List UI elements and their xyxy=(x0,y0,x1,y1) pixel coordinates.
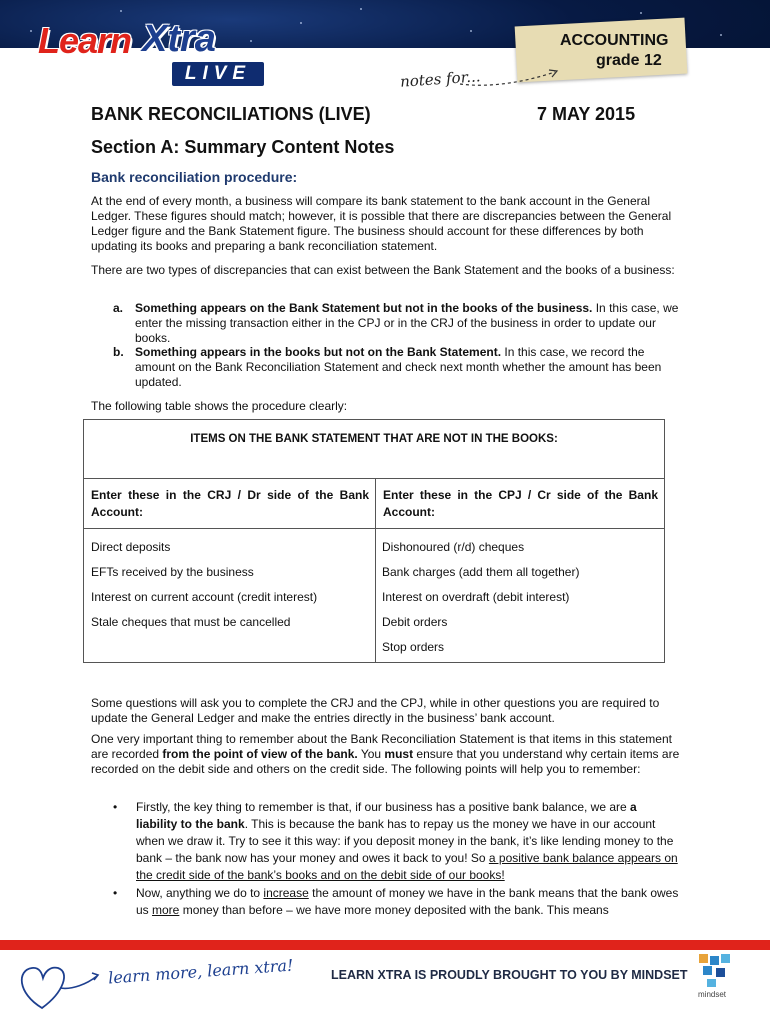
table-cell: EFTs received by the business xyxy=(91,565,254,579)
list-label-a: a. xyxy=(113,301,124,315)
b1-text-2: . This is because the bank has to repay us the money we have in our account when we draw it. Try to see it this way: if you deposit money in the bank, it’s like lending money to the bank – the bank now has your money and owes it back to you! So xyxy=(136,817,674,865)
table-header: ITEMS ON THE BANK STATEMENT THAT ARE NOT IN THE BOOKS: xyxy=(84,420,664,479)
table-cell: Bank charges (add them all together) xyxy=(382,565,580,579)
intro-paragraph: At the end of every month, a business will compare its bank statement to the bank account in the General Ledger. These figures should match; however, it is possible that there are discrepancies between the General Ledger figure and the Bank Statement figure. The business should account for these differences by both updating its books and preparing a bank reconciliation statement. xyxy=(91,194,672,253)
table-column-divider xyxy=(375,479,376,663)
list-a-text: In this case, we enter the missing transaction either in the CPJ or in the CRJ of the business in order to update our books. xyxy=(135,301,679,345)
notes-arrow-icon xyxy=(455,62,565,92)
table-intro: The following table shows the procedure clearly: xyxy=(91,399,348,413)
discrepancy-paragraph: There are two types of discrepancies that can exist between the Bank Statement and the books of a business: xyxy=(91,263,675,277)
procedure-table xyxy=(83,419,665,663)
table-cell: Direct deposits xyxy=(91,540,171,554)
footer-slogan: learn more, learn xtra! xyxy=(107,955,294,988)
table-cell: Stop orders xyxy=(382,640,445,654)
questions-paragraph: Some questions will ask you to complete the CRJ and the CPJ, while in other questions you are required to update the General Ledger and make the entries directly in the business’ bank account. xyxy=(91,696,660,725)
b2-text-3: money than before – we have more money deposited with the bank. This means xyxy=(179,903,609,917)
list-item-a xyxy=(113,301,681,346)
bullet-icon: • xyxy=(113,886,118,900)
pov-bold-1: from the point of view of the bank. xyxy=(162,747,358,761)
section-title: Section A: Summary Content Notes xyxy=(91,137,395,157)
document-date: 7 MAY 2015 xyxy=(537,104,636,124)
footer-red-bar xyxy=(0,940,770,950)
table-cell: Stale cheques that must be cancelled xyxy=(91,615,291,629)
b1-bold: a liability to the bank xyxy=(136,800,637,831)
table-cell: Interest on overdraft (debit interest) xyxy=(382,590,570,604)
b2-text-2: the amount of money we have in the bank means that the bank owes us xyxy=(136,886,679,917)
document-title: BANK RECONCILIATIONS (LIVE) xyxy=(91,104,371,124)
table-cell: Debit orders xyxy=(382,615,448,629)
mindset-logo-icon xyxy=(699,954,731,988)
pov-bold-2: must xyxy=(384,747,414,761)
subsection-title: Bank reconciliation procedure: xyxy=(91,169,298,185)
logo-live-badge: LIVE xyxy=(170,60,266,88)
list-b-text: In this case, we record the amount on the Bank Reconciliation Statement and check next month whether the amount has been updated. xyxy=(135,345,662,389)
mindset-brand: mindset xyxy=(698,990,727,999)
subject-title: ACCOUNTING xyxy=(560,32,669,49)
pov-text-2: You xyxy=(357,747,385,761)
b2-underlined-1: increase xyxy=(263,886,309,900)
b2-text-1: Now, anything we do to xyxy=(136,886,264,900)
point-of-view-paragraph xyxy=(91,732,681,777)
list-b-bold: Something appears in the books but not on the Bank Statement. xyxy=(135,345,502,359)
grade-label: grade 12 xyxy=(596,52,662,69)
b2-underlined-2: more xyxy=(152,903,180,917)
bullet-item-2 xyxy=(113,885,681,919)
logo-xtra-text: Xtra xyxy=(142,18,216,60)
table-right-heading: Enter these in the CPJ / Cr side of the Bank Account: xyxy=(376,479,664,529)
table-cell: Dishonoured (r/d) cheques xyxy=(382,540,525,554)
bullet-item-1 xyxy=(113,799,681,884)
list-a-bold: Something appears on the Bank Statement but not in the books of the business. xyxy=(135,301,593,315)
table-cell: Interest on current account (credit interest) xyxy=(91,590,318,604)
list-label-b: b. xyxy=(113,345,124,359)
pov-text-1: One very important thing to remember about the Bank Reconciliation Statement is that items in this statement are recorded xyxy=(91,732,672,761)
pov-text-3: ensure that you understand why certain items are recorded on the debit side and others on the credit side. The following points will help you to remember: xyxy=(91,747,680,776)
b1-text-1: Firstly, the key thing to remember is that, if our business has a positive bank balance, we are xyxy=(136,800,631,814)
notes-for-label: notes for... xyxy=(399,67,482,91)
footer-sponsor-text: LEARN XTRA IS PROUDLY BROUGHT TO YOU BY MINDSET xyxy=(331,968,688,982)
bullet-icon: • xyxy=(113,800,118,814)
list-item-b xyxy=(113,345,681,390)
heart-swirl-icon xyxy=(12,958,102,1014)
learnxtra-live-logo xyxy=(38,16,268,88)
logo-learn-text: Learn xyxy=(38,20,132,61)
table-left-heading: Enter these in the CRJ / Dr side of the Bank Account: xyxy=(84,479,375,529)
b1-underlined: a positive bank balance appears on the credit side of the bank’s books and on the debit side of our books! xyxy=(136,851,678,882)
